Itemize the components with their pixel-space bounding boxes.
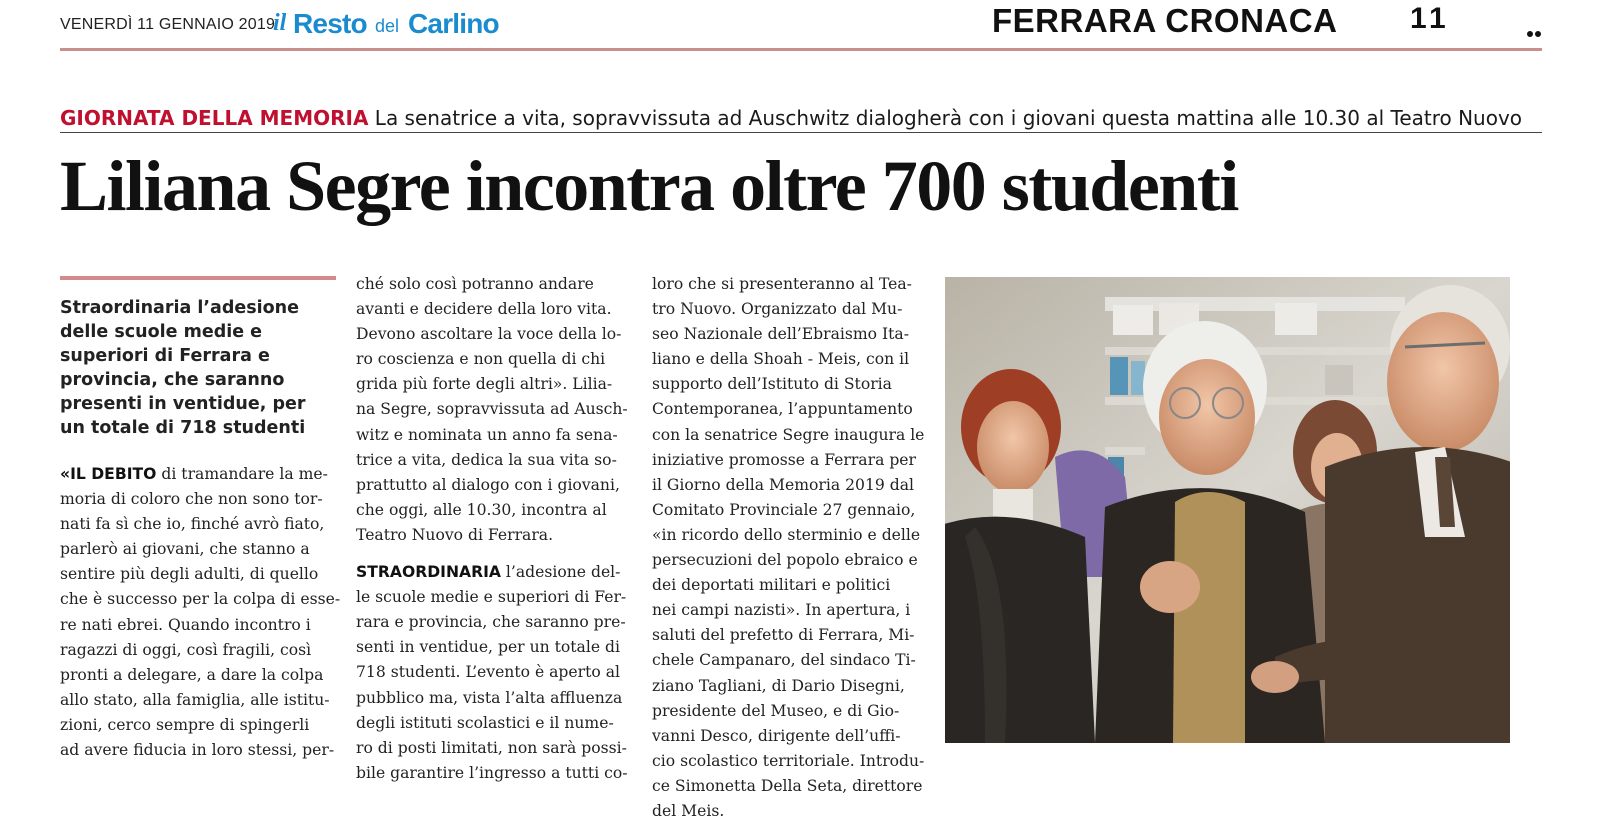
text-line: ziano Tagliani, di Dario Disegni, (652, 676, 905, 695)
text-line: Comitato Provinciale 27 gennaio, (652, 500, 916, 519)
text-line: seo Nazionale dell’Ebraismo Ita- (652, 325, 909, 344)
lead-word: «IL DEBITO (60, 465, 157, 483)
summary: Straordinaria l’adesione delle scuole medie e superiori di Ferrara e provincia, che saranno presenti in ventidue, per un totale di 718 studenti (60, 298, 306, 438)
text-line: le scuole medie e superiori di Fer- (356, 588, 627, 607)
text-line: iniziative promosse a Ferrara per (652, 450, 916, 469)
text-line: trice a vita, dedica la sua vita so- (356, 450, 617, 469)
article-column-3 (652, 272, 924, 824)
text-line: parlerò ai giovani, che stanno a (60, 540, 310, 559)
text-line: ad avere fiducia in loro stessi, per- (60, 741, 335, 760)
text-line: ce Simonetta Della Seta, direttore (652, 776, 923, 795)
text-line: Contemporanea, l’appuntamento (652, 400, 913, 419)
logo-carlino: Carlino (408, 8, 499, 39)
text-line: con la senatrice Segre inaugura le (652, 425, 925, 444)
logo-il: il (273, 10, 287, 36)
text-line (60, 462, 336, 487)
text-line: rara e provincia, che saranno pre- (356, 613, 626, 632)
text-line: loro che si presenteranno al Tea- (652, 275, 912, 293)
text-line: cio scolastico territoriale. Introdu- (652, 751, 925, 770)
summary-rule (60, 276, 336, 280)
text-line: pronti a delegare, a dare la colpa (60, 665, 324, 684)
text-line: degli istituti scolastici e il nume- (356, 713, 614, 732)
text-line: nei campi nazisti». In apertura, i (652, 601, 911, 620)
text-line: avanti e decidere della loro vita. (356, 300, 612, 319)
text-line: dei deportati militari e politici (652, 576, 891, 595)
text-line: grida più forte degli altri». Lilia- (356, 375, 613, 394)
text-line: supporto dell’Istituto di Storia (652, 375, 892, 394)
text-line: pubblico ma, vista l’alta affluenza (356, 688, 623, 707)
text-line: «in ricordo dello sterminio e delle (652, 525, 921, 544)
text-line: prattutto al dialogo con i giovani, (356, 475, 620, 494)
section-title: FERRARA CRONACA (992, 2, 1338, 39)
text-fragment: l’adesione del- (500, 563, 621, 582)
text-line: chele Campanaro, del sindaco Ti- (652, 651, 916, 670)
dots-icon (1527, 22, 1543, 30)
paragraph-gap (356, 548, 628, 560)
text-line: ché solo così potranno andare (356, 275, 594, 293)
text-line: sentire più degli adulti, di quello (60, 565, 319, 584)
logo-resto: Resto (293, 8, 367, 39)
text-line: persecuzioni del popolo ebraico e (652, 551, 918, 570)
text-line: 718 studenti. L’evento è aperto al (356, 663, 620, 682)
text-line: zioni, cerco sempre di spingerli (60, 715, 310, 734)
text-line: ro coscienza e non quella di chi (356, 350, 606, 369)
text-line: bile garantire l’ingresso a tutti co- (356, 763, 628, 782)
text-line: vanni Desco, dirigente dell’uffi- (652, 726, 901, 745)
lead-word: STRAORDINARIA (356, 563, 501, 582)
text-line: che oggi, alle 10.30, incontra al (356, 500, 607, 519)
text-line: del Meis. (652, 801, 725, 820)
photo-scene (945, 277, 1510, 743)
text-line: allo stato, alla famiglia, alle istitu- (60, 690, 330, 709)
text-line: Devono ascoltare la voce della lo- (356, 325, 622, 344)
logo-del: del (375, 16, 400, 36)
text-line: ro di posti limitati, non sarà possi- (356, 738, 627, 757)
kicker-rule (60, 132, 1542, 133)
text-line: witz e nominata un anno fa sena- (356, 425, 618, 444)
headline: Liliana Segre incontra oltre 700 studenti (60, 146, 1238, 226)
text-line: il Giorno della Memoria 2019 dal (652, 475, 915, 494)
kicker-text: La senatrice a vita, sopravvissuta ad Auschwitz dialogherà con i giovani questa mattina alle 10.30 al Teatro Nuovo (374, 106, 1523, 130)
masthead-rule (60, 48, 1542, 51)
article-column-2 (356, 272, 628, 786)
text-line: presidente del Museo, e di Gio- (652, 701, 900, 720)
text-line: Teatro Nuovo di Ferrara. (356, 525, 554, 544)
kicker-label: GIORNATA DELLA MEMORIA (60, 106, 369, 130)
text-line: liano e della Shoah - Meis, con il (652, 350, 910, 369)
text-line: na Segre, sopravvissuta ad Ausch- (356, 400, 628, 419)
kicker (60, 106, 1542, 130)
text-line: ragazzi di oggi, così fragili, così (60, 640, 312, 659)
issue-date: VENERDÌ 11 GENNAIO 2019 (60, 16, 276, 33)
article-photo (945, 277, 1510, 743)
text-line: che è successo per la colpa di esse- (60, 590, 341, 609)
article-column-1 (60, 462, 341, 763)
text-line: nati fa sì che io, finché avrò fiato, (60, 515, 325, 534)
text-line: saluti del prefetto di Ferrara, Mi- (652, 626, 915, 645)
text-line (356, 560, 628, 585)
text-line: senti in ventidue, per un totale di (356, 638, 620, 657)
text-line: tro Nuovo. Organizzato dal Mu- (652, 300, 903, 319)
text-fragment: di tramandare la me- (156, 465, 328, 483)
text-line: re nati ebrei. Quando incontro i (60, 615, 311, 634)
text-line: moria di coloro che non sono tor- (60, 490, 323, 509)
page-number: 11 (1410, 2, 1450, 35)
